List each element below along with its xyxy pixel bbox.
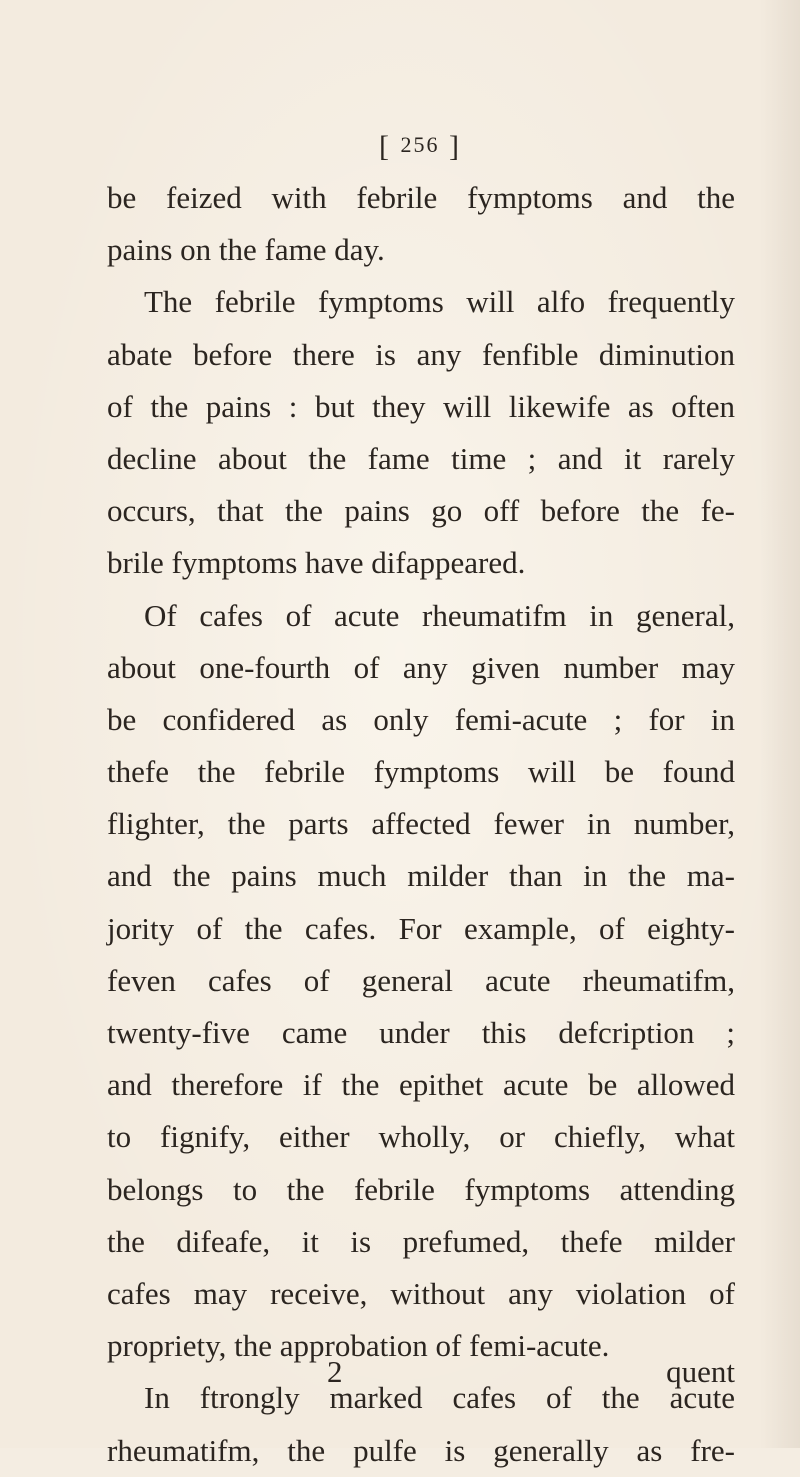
text-line: be confidered as only femi-acute ; for in [107, 701, 735, 737]
text-line: feven cafes of general acute rheumatifm, [107, 962, 735, 998]
page-edge-shadow [760, 0, 800, 1448]
text-line: of the pains : but they will likewife as often [107, 388, 735, 424]
text-line: the difeafe, it is prefumed, thefe milder [107, 1223, 735, 1259]
signature-mark: 2 [327, 1354, 343, 1389]
text-line: pains on the fame day. [107, 232, 385, 268]
text-line: decline about the fame time ; and it rarely [107, 440, 735, 476]
page-number: 256 [400, 132, 440, 157]
catchword: quent [666, 1354, 735, 1389]
page-header [0, 130, 800, 164]
text-line: abate before there is any fenfible diminution [107, 336, 735, 372]
text-line: thefe the febrile fymptoms will be found [107, 754, 735, 790]
header-close-bracket: ] [449, 130, 461, 163]
text-line: about one-fourth of any given number may [107, 649, 735, 685]
text-line: cafes may receive, without any violation of [107, 1275, 735, 1311]
text-line: The febrile fymptoms will alfo frequently [144, 284, 735, 320]
text-line: occurs, that the pains go off before the fe- [107, 493, 735, 529]
text-line: and the pains much milder than in the ma- [107, 858, 735, 894]
text-line: and therefore if the epithet acute be allowed [107, 1067, 735, 1103]
text-line: brile fymptoms have difappeared. [107, 545, 526, 581]
text-line: Of cafes of acute rheumatifm in general, [144, 597, 735, 633]
body-text [107, 172, 735, 1477]
text-line: jority of the cafes. For example, of eighty- [107, 910, 735, 946]
text-line: rheumatifm, the pulfe is generally as fre- [107, 1432, 735, 1468]
text-line: twenty-five came under this defcription ; [107, 1015, 735, 1050]
text-line: In ftrongly marked cafes of the acute [144, 1380, 735, 1416]
text-line: propriety, the approbation of femi-acute. [107, 1328, 610, 1364]
text-line: be feized with febrile fymptoms and the [107, 180, 735, 215]
text-line: belongs to the febrile fymptoms attending [107, 1171, 735, 1207]
text-line: to fignify, either wholly, or chiefly, what [107, 1119, 735, 1155]
text-line: flighter, the parts affected fewer in number, [107, 806, 735, 842]
page-footer [107, 1346, 735, 1398]
header-open-bracket: [ [379, 130, 391, 163]
